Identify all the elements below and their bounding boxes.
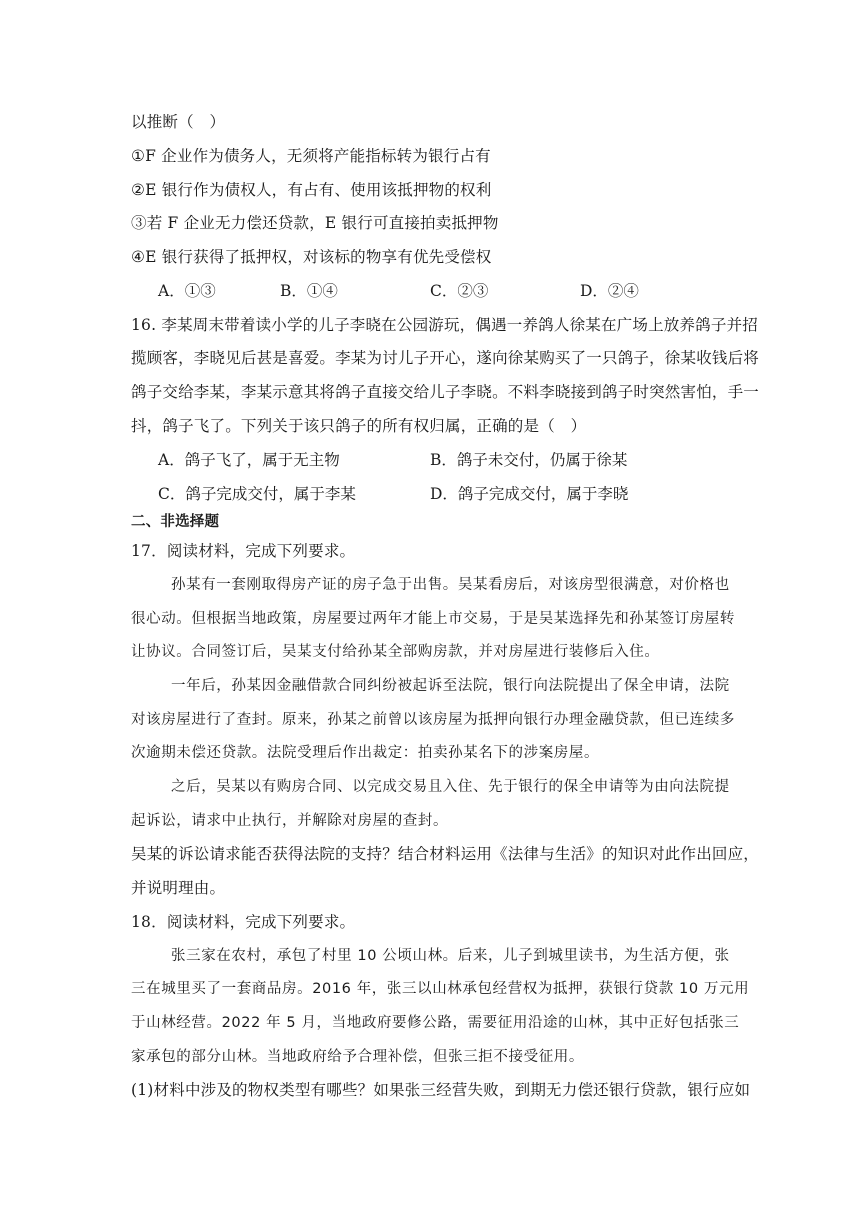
q18-material-line-3: 于山林经营。2022 年 5 月，当地政府要修公路，需要征用沿途的山林，其中正好包括张三 (131, 1015, 740, 1031)
q16-stem-line-1: 16. 李某周末带着读小学的儿子李晓在公园游玩，偶遇一养鸽人徐某在广场上放养鸽子并招 (131, 316, 758, 334)
q17-material-line-3: 让协议。合同签订后，吴某支付给孙某全部购房款，并对房屋进行装修后入住。 (131, 644, 660, 660)
q15-stem-tail: 以推断（ ） (131, 113, 226, 131)
q16-option-d: D．鸽子完成交付，属于李晓 (430, 485, 629, 503)
q16-stem-line-2: 揽顾客，李晓见后甚是喜爱。李某为讨儿子开心，遂向徐某购买了一只鸽子，徐某收钱后将 (131, 349, 760, 367)
q18-header: 18．阅读材料，完成下列要求。 (131, 913, 356, 931)
q18-material-line-4: 家承包的部分山林。当地政府给予合理补偿，但张三拒不接受征用。 (131, 1049, 584, 1065)
section-title: 二、非选择题 (131, 514, 220, 530)
q15-statement-3: ③若 F 企业无力偿还贷款，E 银行可直接拍卖抵押物 (131, 214, 499, 232)
q17-header: 17．阅读材料，完成下列要求。 (131, 542, 356, 560)
q16-option-c: C．鸽子完成交付，属于李某 (158, 485, 356, 503)
q17-material-line-4: 一年后，孙某因金融借款合同纠纷被起诉至法院，银行向法院提出了保全申请，法院 (171, 678, 730, 694)
q17-material-line-7: 之后，吴某以有购房合同、以完成交易且入住、先于银行的保全申请等为由向法院提 (171, 779, 730, 795)
q17-material-line-8: 起诉讼，请求中止执行，并解除对房屋的查封。 (131, 813, 449, 829)
q15-option-d: D．②④ (580, 282, 639, 300)
q17-question-line-1: 吴某的诉讼请求能否获得法院的支持？结合材料运用《法律与生活》的知识对此作出回应， (131, 845, 760, 863)
q17-material-line-6: 次逾期未偿还贷款。法院受理后作出裁定：拍卖孙某名下的涉案房屋。 (131, 745, 600, 761)
q17-material-line-2: 很心动。但根据当地政策，房屋要过两年才能上市交易，于是吴某选择先和孙某签订房屋转 (131, 611, 735, 627)
q16-stem-line-3: 鸽子交给李某，李某示意其将鸽子直接交给儿子李晓。不料李晓接到鸽子时突然害怕，手一 (131, 383, 760, 401)
q18-material-line-1: 张三家在农村，承包了村里 10 公顷山林。后来，儿子到城里读书，为生活方便，张 (171, 948, 730, 964)
q17-question-line-2: 并说明理由。 (131, 879, 226, 897)
q15-option-c: C．②③ (430, 282, 489, 300)
q15-statement-2: ②E 银行作为债权人，有占有、使用该抵押物的权利 (131, 181, 492, 199)
q18-question-line-1: (1)材料中涉及的物权类型有哪些？如果张三经营失败，到期无力偿还银行贷款，银行应如 (131, 1081, 751, 1099)
q18-material-line-2: 三在城里买了一套商品房。2016 年，张三以山林承包经营权为抵押，获银行贷款 10 万元用 (131, 981, 750, 997)
q16-stem-line-4: 抖，鸽子飞了。下列关于该只鸽子的所有权归属，正确的是（ ） (131, 417, 587, 435)
q17-material-line-1: 孙某有一套刚取得房产证的房子急于出售。吴某看房后，对该房型很满意，对价格也 (171, 577, 730, 593)
q15-statement-1: ①F 企业作为债务人，无须将产能指标转为银行占有 (131, 147, 491, 165)
q15-option-a: A．①③ (158, 282, 216, 300)
q17-material-line-5: 对该房屋进行了查封。原来，孙某之前曾以该房屋为抵押向银行办理金融贷款，但已连续多 (131, 712, 735, 728)
q16-option-a: A．鸽子飞了，属于无主物 (158, 451, 340, 469)
q15-statement-4: ④E 银行获得了抵押权，对该标的物享有优先受偿权 (131, 248, 492, 266)
q15-option-b: B．①④ (280, 282, 338, 300)
q16-option-b: B．鸽子未交付，仍属于徐某 (430, 451, 628, 469)
